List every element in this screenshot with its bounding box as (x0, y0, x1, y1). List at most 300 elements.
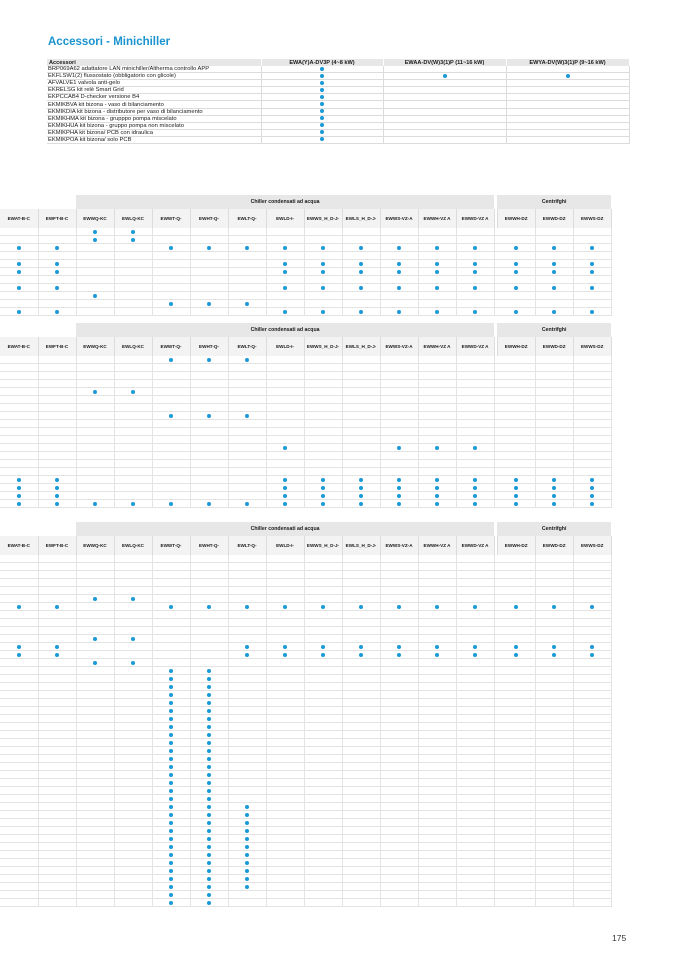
grid-cell (190, 420, 228, 428)
grid-row (0, 795, 611, 803)
grid-cell (304, 675, 342, 683)
grid-cell (38, 284, 76, 292)
availability-dot-icon (169, 789, 173, 793)
accessories-table (47, 59, 630, 144)
availability-dot-icon (207, 358, 211, 362)
grid-cell (418, 731, 456, 739)
availability-dot-icon (397, 270, 401, 274)
grid-cell (190, 787, 228, 795)
grid-cell (190, 579, 228, 587)
grid-cell (152, 643, 190, 651)
availability-dot-icon (359, 486, 363, 490)
grid-cell (573, 771, 611, 779)
grid-cell (266, 563, 304, 571)
grid-row (0, 252, 611, 260)
availability-dot-icon (169, 845, 173, 849)
availability-dot-icon (207, 733, 211, 737)
grid-cell (342, 284, 380, 292)
grid-cell (152, 659, 190, 667)
grid-cell (573, 468, 611, 476)
grid-cell (535, 228, 573, 236)
grid-cell (304, 571, 342, 579)
availability-dot-icon (17, 478, 21, 482)
availability-dot-icon (245, 877, 249, 881)
grid-cell (573, 563, 611, 571)
grid-cell (535, 739, 573, 747)
availability-dot-icon (245, 645, 249, 649)
grid-cell (190, 643, 228, 651)
model-header: EWWD-VZ A (456, 337, 494, 356)
grid-cell (418, 404, 456, 412)
grid-cell (342, 603, 380, 611)
grid-cell (190, 755, 228, 763)
grid-cell (380, 252, 418, 260)
grid-cell (380, 619, 418, 627)
grid-cell (228, 723, 266, 731)
availability-dot-icon (245, 829, 249, 833)
grid-cell (38, 691, 76, 699)
availability-dot-icon (169, 765, 173, 769)
grid-cell (76, 699, 114, 707)
grid-cell (38, 364, 76, 372)
grid-cell (304, 356, 342, 364)
grid-cell (418, 875, 456, 883)
grid-cell (573, 268, 611, 276)
grid-cell (114, 292, 152, 300)
grid-cell (497, 723, 535, 731)
availability-dot-icon (207, 853, 211, 857)
grid-cell (152, 771, 190, 779)
grid-cell (0, 891, 38, 899)
grid-cell (114, 228, 152, 236)
grid-cell (497, 452, 535, 460)
grid-cell (342, 707, 380, 715)
grid-cell (228, 412, 266, 420)
grid-cell (573, 412, 611, 420)
grid-cell (152, 891, 190, 899)
grid-cell (456, 827, 494, 835)
grid-cell (456, 707, 494, 715)
grid-cell (76, 404, 114, 412)
grid-cell (152, 412, 190, 420)
grid-cell (456, 276, 494, 284)
grid-cell (380, 755, 418, 763)
grid-cell (114, 484, 152, 492)
availability-cell (383, 122, 506, 129)
grid-cell (418, 436, 456, 444)
grid-cell (228, 292, 266, 300)
grid-cell (304, 372, 342, 380)
grid-cell (535, 867, 573, 875)
availability-dot-icon (320, 109, 324, 113)
grid-cell (190, 260, 228, 268)
grid-row (0, 356, 611, 364)
grid-cell (38, 412, 76, 420)
grid-cell (497, 308, 535, 316)
grid-cell (266, 835, 304, 843)
grid-cell (342, 300, 380, 308)
grid-cell (0, 619, 38, 627)
availability-dot-icon (435, 310, 439, 314)
grid-cell (456, 755, 494, 763)
availability-dot-icon (169, 861, 173, 865)
availability-dot-icon (552, 310, 556, 314)
grid-cell (304, 787, 342, 795)
grid-cell (456, 396, 494, 404)
grid-cell (266, 803, 304, 811)
grid-cell (0, 659, 38, 667)
grid-cell (418, 244, 456, 252)
model-header: EWLT-Q- (228, 209, 266, 228)
grid-cell (304, 364, 342, 372)
grid-cell (342, 555, 380, 563)
grid-cell (456, 739, 494, 747)
grid-cell (152, 372, 190, 380)
grid-cell (152, 252, 190, 260)
availability-dot-icon (473, 486, 477, 490)
grid-cell (38, 683, 76, 691)
model-header: EWLS_H_D-J- (342, 536, 380, 555)
grid-cell (497, 252, 535, 260)
grid-cell (342, 484, 380, 492)
availability-dot-icon (131, 390, 135, 394)
grid-cell (190, 372, 228, 380)
grid-cell (228, 300, 266, 308)
grid-cell (497, 428, 535, 436)
availability-dot-icon (169, 725, 173, 729)
availability-dot-icon (169, 669, 173, 673)
grid-cell (304, 715, 342, 723)
grid-cell (114, 364, 152, 372)
grid-cell (535, 260, 573, 268)
grid-cell (418, 356, 456, 364)
grid-cell (342, 292, 380, 300)
grid-cell (266, 891, 304, 899)
availability-dot-icon (169, 837, 173, 841)
grid-cell (228, 611, 266, 619)
grid-cell (190, 380, 228, 388)
grid-cell (0, 476, 38, 484)
grid-cell (456, 268, 494, 276)
grid-cell (266, 460, 304, 468)
grid-cell (418, 452, 456, 460)
grid-cell (380, 795, 418, 803)
availability-dot-icon (55, 486, 59, 490)
grid-row (0, 707, 611, 715)
grid-cell (266, 252, 304, 260)
grid-cell (76, 228, 114, 236)
grid-cell (573, 819, 611, 827)
availability-cell (383, 101, 506, 108)
grid-cell (456, 803, 494, 811)
grid-cell (497, 404, 535, 412)
grid-cell (38, 667, 76, 675)
grid-cell (190, 404, 228, 412)
grid-cell (190, 236, 228, 244)
availability-dot-icon (131, 597, 135, 601)
grid-cell (0, 260, 38, 268)
grid-cell (0, 635, 38, 643)
grid-cell (114, 691, 152, 699)
accessory-name: EKFLSW1(2) flussostato (obbligatorio con glicole) (47, 73, 261, 80)
grid-cell (535, 276, 573, 284)
grid-cell (114, 436, 152, 444)
grid-cell (342, 236, 380, 244)
grid-row (0, 380, 611, 388)
grid-cell (497, 739, 535, 747)
grid-row (0, 260, 611, 268)
grid-cell (456, 683, 494, 691)
grid-cell (535, 699, 573, 707)
grid-cell (497, 819, 535, 827)
grid-cell (304, 444, 342, 452)
grid-cell (76, 420, 114, 428)
grid-cell (456, 587, 494, 595)
grid-row (0, 412, 611, 420)
grid-cell (535, 396, 573, 404)
grid-cell (342, 691, 380, 699)
group-header-row (0, 323, 611, 337)
availability-dot-icon (169, 877, 173, 881)
grid-cell (152, 364, 190, 372)
grid-cell (497, 571, 535, 579)
availability-dot-icon (245, 813, 249, 817)
availability-dot-icon (552, 262, 556, 266)
grid-cell (380, 835, 418, 843)
grid-cell (114, 667, 152, 675)
grid-cell (380, 428, 418, 436)
grid-cell (38, 492, 76, 500)
availability-dot-icon (283, 494, 287, 498)
grid-cell (76, 579, 114, 587)
grid-cell (228, 707, 266, 715)
availability-dot-icon (590, 286, 594, 290)
availability-cell (383, 87, 506, 94)
grid-cell (535, 755, 573, 763)
grid-cell (497, 875, 535, 883)
grid-cell (573, 635, 611, 643)
grid-cell (497, 300, 535, 308)
grid-cell (535, 268, 573, 276)
grid-cell (152, 236, 190, 244)
grid-cell (380, 739, 418, 747)
grid-cell (0, 292, 38, 300)
grid-cell (573, 603, 611, 611)
grid-cell (76, 500, 114, 508)
grid-cell (418, 891, 456, 899)
availability-dot-icon (17, 262, 21, 266)
grid-cell (304, 268, 342, 276)
grid-cell (266, 603, 304, 611)
grid-cell (228, 659, 266, 667)
availability-cell (383, 94, 506, 101)
grid-cell (418, 739, 456, 747)
grid-cell (38, 755, 76, 763)
grid-row (0, 875, 611, 883)
grid-cell (380, 659, 418, 667)
grid-cell (228, 460, 266, 468)
grid-cell (456, 891, 494, 899)
grid-cell (342, 571, 380, 579)
model-header: EWLQ-KC (114, 337, 152, 356)
grid-cell (342, 635, 380, 643)
grid-cell (535, 851, 573, 859)
grid-cell (190, 244, 228, 252)
model-header: EWHT-Q- (190, 536, 228, 555)
grid-cell (0, 436, 38, 444)
grid-cell (342, 883, 380, 891)
grid-cell (304, 300, 342, 308)
grid-cell (114, 268, 152, 276)
grid-row (0, 236, 611, 244)
grid-cell (497, 827, 535, 835)
grid-cell (304, 260, 342, 268)
grid-cell (535, 308, 573, 316)
grid-cell (380, 436, 418, 444)
grid-cell (228, 420, 266, 428)
model-header: EWWS-DZ (573, 337, 611, 356)
grid-cell (342, 579, 380, 587)
grid-cell (0, 428, 38, 436)
availability-dot-icon (169, 813, 173, 817)
grid-cell (380, 707, 418, 715)
grid-cell (38, 300, 76, 308)
grid-cell (266, 787, 304, 795)
grid-cell (304, 555, 342, 563)
grid-cell (266, 715, 304, 723)
grid-cell (535, 843, 573, 851)
grid-cell (497, 420, 535, 428)
availability-dot-icon (321, 494, 325, 498)
grid-cell (114, 563, 152, 571)
grid-cell (497, 579, 535, 587)
grid-cell (380, 731, 418, 739)
grid-cell (497, 563, 535, 571)
grid-cell (190, 819, 228, 827)
grid-cell (342, 747, 380, 755)
grid-cell (38, 867, 76, 875)
grid-cell (266, 452, 304, 460)
grid-cell (76, 356, 114, 364)
grid-cell (114, 763, 152, 771)
grid-cell (497, 284, 535, 292)
availability-dot-icon (17, 645, 21, 649)
grid-cell (152, 635, 190, 643)
grid-cell (76, 476, 114, 484)
grid-cell (304, 755, 342, 763)
grid-cell (573, 308, 611, 316)
grid-cell (152, 404, 190, 412)
grid-cell (573, 428, 611, 436)
grid-cell (190, 228, 228, 236)
grid-cell (38, 388, 76, 396)
grid-cell (0, 827, 38, 835)
grid-cell (76, 675, 114, 683)
grid-cell (535, 444, 573, 452)
model-header: EWWD-DZ (535, 536, 573, 555)
grid-cell (114, 619, 152, 627)
model-header: EWWQ-KC (76, 209, 114, 228)
availability-dot-icon (17, 605, 21, 609)
grid-cell (0, 883, 38, 891)
grid-cell (76, 555, 114, 563)
grid-cell (573, 404, 611, 412)
grid-cell (304, 452, 342, 460)
grid-cell (573, 755, 611, 763)
grid-cell (76, 739, 114, 747)
grid-row (0, 755, 611, 763)
grid-row (0, 867, 611, 875)
grid-cell (0, 468, 38, 476)
grid-cell (190, 292, 228, 300)
availability-dot-icon (207, 246, 211, 250)
availability-dot-icon (169, 605, 173, 609)
grid-cell (0, 867, 38, 875)
grid-cell (228, 771, 266, 779)
grid-cell (0, 699, 38, 707)
availability-dot-icon (17, 246, 21, 250)
grid-cell (380, 851, 418, 859)
grid-cell (456, 292, 494, 300)
model-header: EWLD-I- (266, 337, 304, 356)
availability-cell (506, 73, 629, 80)
grid-cell (266, 268, 304, 276)
grid-cell (418, 308, 456, 316)
grid-cell (342, 476, 380, 484)
grid-cell (535, 611, 573, 619)
model-header: EWLD-I- (266, 209, 304, 228)
grid-cell (535, 555, 573, 563)
grid-cell (456, 619, 494, 627)
grid-cell (497, 611, 535, 619)
grid-cell (152, 500, 190, 508)
grid-cell (456, 659, 494, 667)
grid-cell (114, 555, 152, 563)
grid-cell (38, 420, 76, 428)
availability-dot-icon (552, 246, 556, 250)
grid-cell (228, 563, 266, 571)
availability-dot-icon (514, 270, 518, 274)
grid-cell (114, 651, 152, 659)
model-header: EWLQ-KC (114, 209, 152, 228)
availability-dot-icon (245, 302, 249, 306)
availability-dot-icon (552, 486, 556, 490)
availability-dot-icon (207, 797, 211, 801)
grid-cell (418, 883, 456, 891)
grid-cell (152, 492, 190, 500)
grid-row (0, 603, 611, 611)
grid-cell (497, 771, 535, 779)
grid-cell (0, 611, 38, 619)
grid-cell (114, 372, 152, 380)
grid-cell (497, 795, 535, 803)
grid-cell (573, 659, 611, 667)
grid-cell (497, 228, 535, 236)
availability-dot-icon (359, 310, 363, 314)
grid-cell (456, 412, 494, 420)
grid-cell (573, 899, 611, 907)
model-header: EWWS_H_D-J- (304, 536, 342, 555)
grid-cell (418, 500, 456, 508)
grid-cell (304, 428, 342, 436)
availability-dot-icon (17, 486, 21, 490)
availability-dot-icon (397, 494, 401, 498)
grid-cell (418, 835, 456, 843)
availability-dot-icon (55, 286, 59, 290)
availability-dot-icon (207, 757, 211, 761)
grid-cell (190, 659, 228, 667)
availability-dot-icon (131, 661, 135, 665)
